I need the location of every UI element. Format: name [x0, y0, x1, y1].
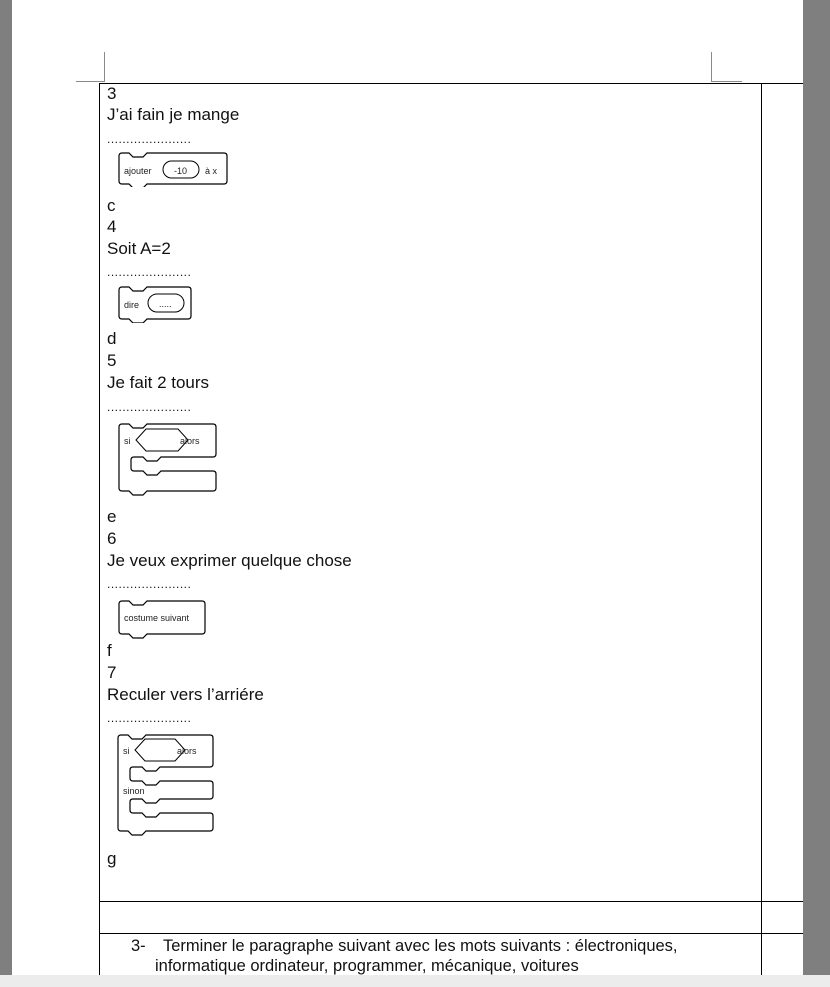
block-label: si: [123, 746, 130, 756]
item-text: J’ai fain je mange: [107, 105, 240, 124]
item-text: Je fait 2 tours: [107, 373, 210, 392]
corner-mark-right-h: [711, 81, 742, 82]
item-number: 5: [107, 351, 117, 370]
item-letter: c: [107, 196, 116, 215]
instruction-line-2: informatique ordinateur, programmer, mécanique, voitures: [155, 957, 579, 975]
scratch-block-ajouter: [117, 151, 229, 187]
item-number: 6: [107, 529, 117, 548]
answer-blank: ......................: [107, 265, 192, 279]
item-number: 7: [107, 663, 117, 682]
block-value: -10: [174, 166, 188, 176]
block-label: si: [124, 436, 131, 446]
item-text: Reculer vers l’arriére: [107, 685, 264, 704]
block-label: dire: [124, 300, 140, 310]
item-number: 4: [107, 217, 117, 236]
instruction-number: 3-: [131, 937, 146, 955]
table-row-divider-1: [99, 901, 803, 902]
table-top-border: [99, 83, 803, 84]
scratch-block-si-alors: [117, 422, 219, 498]
block-suffix: alors: [180, 436, 200, 446]
block-value: .....: [159, 299, 172, 309]
answer-blank: ......................: [107, 711, 192, 725]
scratch-block-si-alors-sinon: [116, 733, 216, 839]
item-letter: f: [107, 641, 112, 660]
table-row-divider-2: [99, 933, 803, 934]
corner-mark-right: [711, 52, 712, 82]
block-label: ajouter: [124, 166, 152, 176]
item-text: Soit A=2: [107, 239, 171, 258]
instruction-line-1: Terminer le paragraphe suivant avec les mots suivants : électroniques,: [163, 937, 678, 955]
scratch-block-dire: [117, 285, 195, 323]
item-letter: e: [107, 507, 117, 526]
table-column-divider: [761, 83, 762, 975]
table-left-border: [99, 83, 100, 975]
block-label: costume suivant: [124, 613, 190, 623]
instruction: [131, 936, 678, 976]
bottom-bar: [0, 975, 830, 987]
item-text: Je veux exprimer quelque chose: [107, 551, 352, 570]
corner-mark-left: [104, 52, 105, 82]
item-number: 3: [107, 84, 117, 103]
item-letter: d: [107, 329, 117, 348]
block-else-label: sinon: [123, 786, 145, 796]
answer-blank: ......................: [107, 132, 192, 146]
block-suffix: alors: [177, 746, 197, 756]
answer-blank: ......................: [107, 577, 192, 591]
item-letter: g: [107, 849, 117, 868]
block-suffix: à x: [205, 166, 218, 176]
scratch-block-costume-suivant: [117, 599, 209, 639]
answer-blank: ......................: [107, 400, 192, 414]
corner-mark-left-h: [76, 81, 105, 82]
